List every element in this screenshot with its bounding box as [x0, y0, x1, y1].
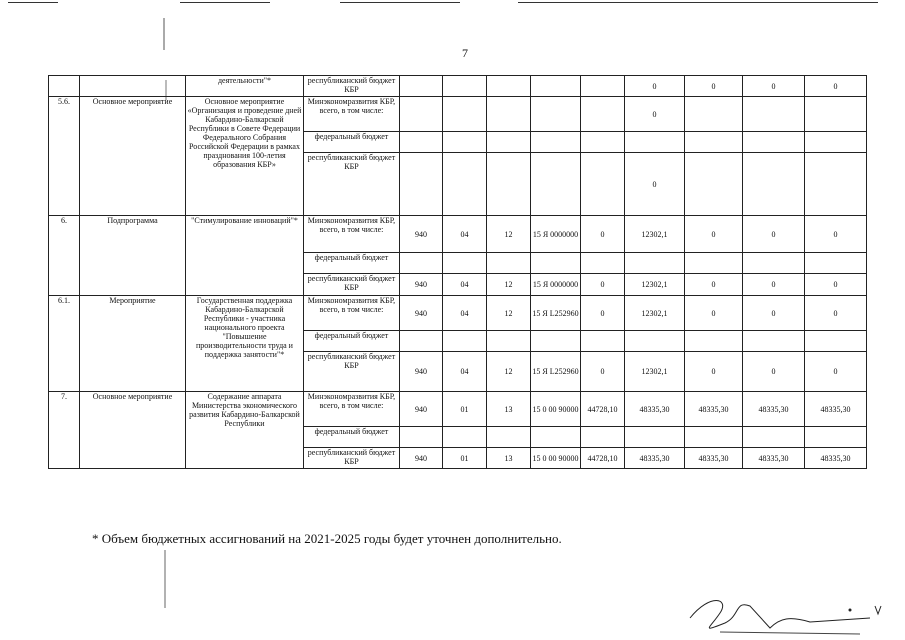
amount-cell: [685, 97, 743, 132]
grbs-cell: [400, 427, 443, 448]
pr-cell: 12: [487, 296, 531, 331]
amount-cell: [685, 153, 743, 216]
funding-source-cell: федеральный бюджет: [304, 427, 400, 448]
amount-cell: 48335,30: [685, 392, 743, 427]
amount-cell: 0: [581, 274, 625, 296]
pr-cell: [487, 153, 531, 216]
amount-cell: 48335,30: [625, 392, 685, 427]
amount-cell: 0: [743, 76, 805, 97]
csr-cell: 15 Я L252960: [531, 296, 581, 331]
row-type-cell: [80, 76, 186, 97]
row-number-cell: 6.: [49, 216, 80, 296]
pr-cell: [487, 76, 531, 97]
amount-cell: 0: [743, 296, 805, 331]
csr-cell: [531, 153, 581, 216]
csr-cell: [531, 76, 581, 97]
rz-cell: 04: [443, 216, 487, 253]
funding-source-cell: республиканский бюджет КБР: [304, 274, 400, 296]
amount-cell: 0: [685, 352, 743, 392]
row-title-cell: Основное мероприятие «Организация и проведение дней Кабардино-Балкарской Республики в Совете Федерации Федерального Собрания Российской Федерации в рамках празднования 100-летия образования КБР»: [186, 97, 304, 216]
pr-cell: 12: [487, 216, 531, 253]
table-row: [49, 76, 867, 97]
amount-cell: [805, 427, 867, 448]
amount-cell: [805, 253, 867, 274]
amount-cell: 44728,10: [581, 392, 625, 427]
pr-cell: [487, 427, 531, 448]
grbs-cell: [400, 97, 443, 132]
amount-cell: 48335,30: [685, 448, 743, 469]
row-title-cell: "Стимулирование инноваций"*: [186, 216, 304, 296]
pr-cell: [487, 97, 531, 132]
amount-cell: 0: [581, 296, 625, 331]
pr-cell: [487, 132, 531, 153]
amount-cell: 48335,30: [625, 448, 685, 469]
grbs-cell: 940: [400, 392, 443, 427]
csr-cell: 15 Я L252960: [531, 352, 581, 392]
grbs-cell: [400, 76, 443, 97]
amount-cell: [743, 153, 805, 216]
amount-cell: [625, 331, 685, 352]
csr-cell: [531, 132, 581, 153]
rz-cell: 04: [443, 274, 487, 296]
csr-cell: [531, 427, 581, 448]
grbs-cell: [400, 331, 443, 352]
row-type-cell: Мероприятие: [80, 296, 186, 392]
funding-source-cell: Минэкономразвития КБР, всего, в том числе:: [304, 392, 400, 427]
pr-cell: 13: [487, 448, 531, 469]
pr-cell: [487, 253, 531, 274]
amount-cell: 12302,1: [625, 216, 685, 253]
amount-cell: 0: [581, 352, 625, 392]
footnote: * Объем бюджетных ассигнований на 2021-2025 годы будет уточнен дополнительно.: [92, 531, 562, 546]
rz-cell: [443, 97, 487, 132]
amount-cell: [625, 427, 685, 448]
row-number-cell: 6.1.: [49, 296, 80, 392]
csr-cell: 15 Я 0000000: [531, 274, 581, 296]
header-rule-mid: [180, 2, 270, 3]
funding-source-cell: республиканский бюджет КБР: [304, 76, 400, 97]
pr-cell: 12: [487, 352, 531, 392]
pr-cell: 12: [487, 274, 531, 296]
csr-cell: [531, 331, 581, 352]
amount-cell: [581, 97, 625, 132]
amount-cell: [581, 331, 625, 352]
grbs-cell: 940: [400, 448, 443, 469]
pr-cell: 13: [487, 392, 531, 427]
amount-cell: [743, 97, 805, 132]
table-row: [49, 296, 867, 331]
funding-source-cell: федеральный бюджет: [304, 331, 400, 352]
table-row: [49, 97, 867, 132]
rz-cell: [443, 427, 487, 448]
funding-source-cell: федеральный бюджет: [304, 132, 400, 153]
funding-source-cell: Минэкономразвития КБР, всего, в том числе:: [304, 216, 400, 253]
amount-cell: 0: [805, 216, 867, 253]
row-type-cell: Основное мероприятие: [80, 97, 186, 216]
csr-cell: 15 0 00 90000: [531, 448, 581, 469]
amount-cell: [743, 132, 805, 153]
amount-cell: 48335,30: [805, 392, 867, 427]
rz-cell: 04: [443, 352, 487, 392]
row-type-cell: Основное мероприятие: [80, 392, 186, 469]
funding-source-cell: Минэкономразвития КБР, всего, в том числе:: [304, 296, 400, 331]
amount-cell: 0: [805, 352, 867, 392]
header-rule-left: [8, 2, 58, 3]
csr-cell: [531, 97, 581, 132]
amount-cell: [805, 97, 867, 132]
amount-cell: [805, 153, 867, 216]
amount-cell: 0: [805, 274, 867, 296]
amount-cell: [805, 132, 867, 153]
header-rule-center: [340, 2, 460, 3]
amount-cell: 0: [743, 274, 805, 296]
grbs-cell: [400, 132, 443, 153]
budget-table-body: [49, 76, 867, 469]
amount-cell: 48335,30: [743, 448, 805, 469]
rz-cell: 04: [443, 296, 487, 331]
amount-cell: 0: [743, 352, 805, 392]
amount-cell: 12302,1: [625, 352, 685, 392]
grbs-cell: 940: [400, 352, 443, 392]
rz-cell: [443, 76, 487, 97]
amount-cell: 48335,30: [743, 392, 805, 427]
grbs-cell: 940: [400, 216, 443, 253]
rz-cell: [443, 132, 487, 153]
pr-cell: [487, 331, 531, 352]
amount-cell: [685, 427, 743, 448]
amount-cell: 12302,1: [625, 296, 685, 331]
funding-source-cell: республиканский бюджет КБР: [304, 448, 400, 469]
table-row: [49, 216, 867, 253]
amount-cell: [805, 331, 867, 352]
amount-cell: 0: [805, 296, 867, 331]
row-title-cell: Содержание аппарата Министерства экономического развития Кабардино-Балкарской Республики: [186, 392, 304, 469]
grbs-cell: [400, 253, 443, 274]
amount-cell: [685, 132, 743, 153]
grbs-cell: 940: [400, 274, 443, 296]
funding-source-cell: республиканский бюджет КБР: [304, 352, 400, 392]
amount-cell: [743, 253, 805, 274]
amount-cell: [685, 331, 743, 352]
funding-source-cell: Минэкономразвития КБР, всего, в том числе:: [304, 97, 400, 132]
amount-cell: 48335,30: [805, 448, 867, 469]
page-number: 7: [462, 46, 468, 60]
amount-cell: 0: [743, 216, 805, 253]
amount-cell: [743, 427, 805, 448]
funding-source-cell: федеральный бюджет: [304, 253, 400, 274]
csr-cell: 15 Я 0000000: [531, 216, 581, 253]
amount-cell: [625, 253, 685, 274]
header-rule-right: [518, 2, 878, 3]
row-title-cell: Государственная поддержка Кабардино-Балкарской Республики - участника национального проекта "Повышение производительности труда и поддержка занятости"*: [186, 296, 304, 392]
csr-cell: [531, 253, 581, 274]
amount-cell: 0: [805, 76, 867, 97]
grbs-cell: 940: [400, 296, 443, 331]
amount-cell: [581, 76, 625, 97]
amount-cell: 0: [685, 216, 743, 253]
amount-cell: 0: [685, 76, 743, 97]
funding-source-cell: республиканский бюджет КБР: [304, 153, 400, 216]
amount-cell: [581, 427, 625, 448]
amount-cell: [581, 132, 625, 153]
table-row: [49, 392, 867, 427]
row-title-cell: деятельности"*: [186, 76, 304, 97]
rz-cell: [443, 331, 487, 352]
amount-cell: 12302,1: [625, 274, 685, 296]
signature-line-glyphs: [845, 600, 905, 620]
row-number-cell: [49, 76, 80, 97]
rz-cell: [443, 153, 487, 216]
amount-cell: [625, 132, 685, 153]
csr-cell: 15 0 00 90000: [531, 392, 581, 427]
budget-table: [48, 75, 867, 469]
amount-cell: 0: [581, 216, 625, 253]
amount-cell: 0: [625, 97, 685, 132]
rz-cell: 01: [443, 448, 487, 469]
amount-cell: [581, 153, 625, 216]
row-type-cell: Подпрограмма: [80, 216, 186, 296]
amount-cell: [685, 253, 743, 274]
amount-cell: 0: [685, 274, 743, 296]
grbs-cell: [400, 153, 443, 216]
amount-cell: 44728,10: [581, 448, 625, 469]
amount-cell: 0: [625, 76, 685, 97]
amount-cell: 0: [625, 153, 685, 216]
amount-cell: 0: [685, 296, 743, 331]
rz-cell: [443, 253, 487, 274]
row-number-cell: 5.6.: [49, 97, 80, 216]
rz-cell: 01: [443, 392, 487, 427]
row-number-cell: 7.: [49, 392, 80, 469]
amount-cell: [581, 253, 625, 274]
amount-cell: [743, 331, 805, 352]
